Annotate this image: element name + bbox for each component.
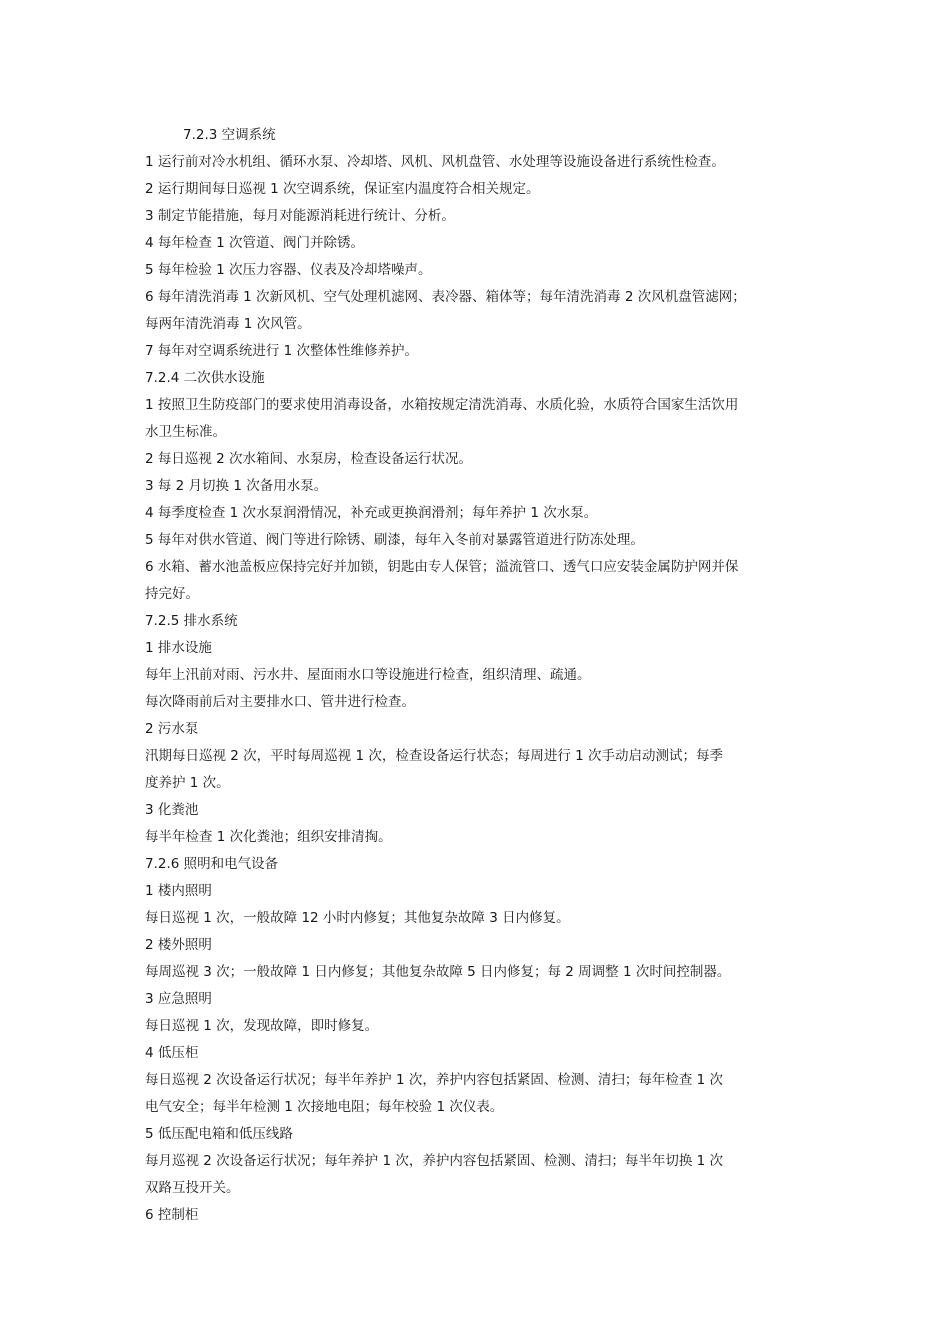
text-line: 1 楼内照明 — [145, 883, 212, 899]
text-line: 1 按照卫生防疫部门的要求使用消毒设备，水箱按规定清洗消毒、水质化验，水质符合国家生活饮用 — [145, 397, 739, 413]
text-line: 每月巡视 2 次设备运行状况；每年养护 1 次，养护内容包括紧固、检测、清扫；每半年切换 1 次 — [145, 1153, 724, 1169]
text-line: 7.2.5 排水系统 — [145, 613, 238, 629]
text-line: 汛期每日巡视 2 次，平时每周巡视 1 次，检查设备运行状态；每周进行 1 次手动启动测试；每季 — [145, 748, 724, 764]
text-line: 度养护 1 次。 — [145, 775, 230, 791]
text-line: 3 制定节能措施，每月对能源消耗进行统计、分析。 — [145, 208, 455, 224]
document-body — [145, 122, 810, 1229]
text-line: 7.2.6 照明和电气设备 — [145, 856, 279, 872]
text-line: 1 运行前对冷水机组、循环水泵、冷却塔、风机、风机盘管、水处理等设施设备进行系统性检查。 — [145, 154, 725, 170]
text-line: 2 每日巡视 2 次水箱间、水泵房，检查设备运行状况。 — [145, 451, 473, 467]
text-line: 3 化粪池 — [145, 802, 199, 818]
text-line: 7.2.3 空调系统 — [183, 127, 276, 143]
text-line: 每次降雨前后对主要排水口、管井进行检查。 — [145, 694, 415, 710]
text-line: 每半年检查 1 次化粪池；组织安排清掏。 — [145, 829, 392, 845]
text-line: 2 运行期间每日巡视 1 次空调系统，保证室内温度符合相关规定。 — [145, 181, 540, 197]
text-line: 2 污水泵 — [145, 721, 199, 737]
text-line: 水卫生标准。 — [145, 424, 226, 440]
text-line: 6 水箱、蓄水池盖板应保持完好并加锁，钥匙由专人保管；溢流管口、透气口应安装金属防护网并保 — [145, 559, 739, 575]
text-line: 持完好。 — [145, 586, 199, 602]
text-line: 双路互投开关。 — [145, 1180, 240, 1196]
text-line: 每日巡视 1 次，一般故障 12 小时内修复；其他复杂故障 3 日内修复。 — [145, 910, 570, 926]
text-line: 6 每年清洗消毒 1 次新风机、空气处理机滤网、表冷器、箱体等；每年清洗消毒 2 次风机盘管滤网； — [145, 289, 746, 305]
text-line: 电气安全；每半年检测 1 次接地电阻；每年校验 1 次仪表。 — [145, 1099, 504, 1115]
text-line: 1 排水设施 — [145, 640, 212, 656]
text-line: 每周巡视 3 次；一般故障 1 日内修复；其他复杂故障 5 日内修复；每 2 周调整 1 次时间控制器。 — [145, 964, 731, 980]
text-line: 6 控制柜 — [145, 1207, 199, 1223]
text-line: 4 每季度检查 1 次水泵润滑情况，补充或更换润滑剂；每年养护 1 次水泵。 — [145, 505, 598, 521]
text-line: 2 楼外照明 — [145, 937, 212, 953]
text-line: 4 低压柜 — [145, 1045, 199, 1061]
text-line: 每年上汛前对雨、污水井、屋面雨水口等设施进行检查，组织清理、疏通。 — [145, 667, 591, 683]
text-line: 5 低压配电箱和低压线路 — [145, 1126, 293, 1142]
text-line: 7 每年对空调系统进行 1 次整体性维修养护。 — [145, 343, 419, 359]
text-line: 5 每年检验 1 次压力容器、仪表及冷却塔噪声。 — [145, 262, 432, 278]
text-line: 3 应急照明 — [145, 991, 212, 1007]
text-line: 每日巡视 2 次设备运行状况；每半年养护 1 次，养护内容包括紧固、检测、清扫；每年检查 1 次 — [145, 1072, 724, 1088]
text-line: 4 每年检查 1 次管道、阀门并除锈。 — [145, 235, 365, 251]
text-line: 5 每年对供水管道、阀门等进行除锈、刷漆，每年入冬前对暴露管道进行防冻处理。 — [145, 532, 644, 548]
text-line: 每日巡视 1 次，发现故障，即时修复。 — [145, 1018, 379, 1034]
text-line: 7.2.4 二次供水设施 — [145, 370, 265, 386]
text-line: 每两年清洗消毒 1 次风管。 — [145, 316, 311, 332]
text-line: 3 每 2 月切换 1 次备用水泵。 — [145, 478, 328, 494]
